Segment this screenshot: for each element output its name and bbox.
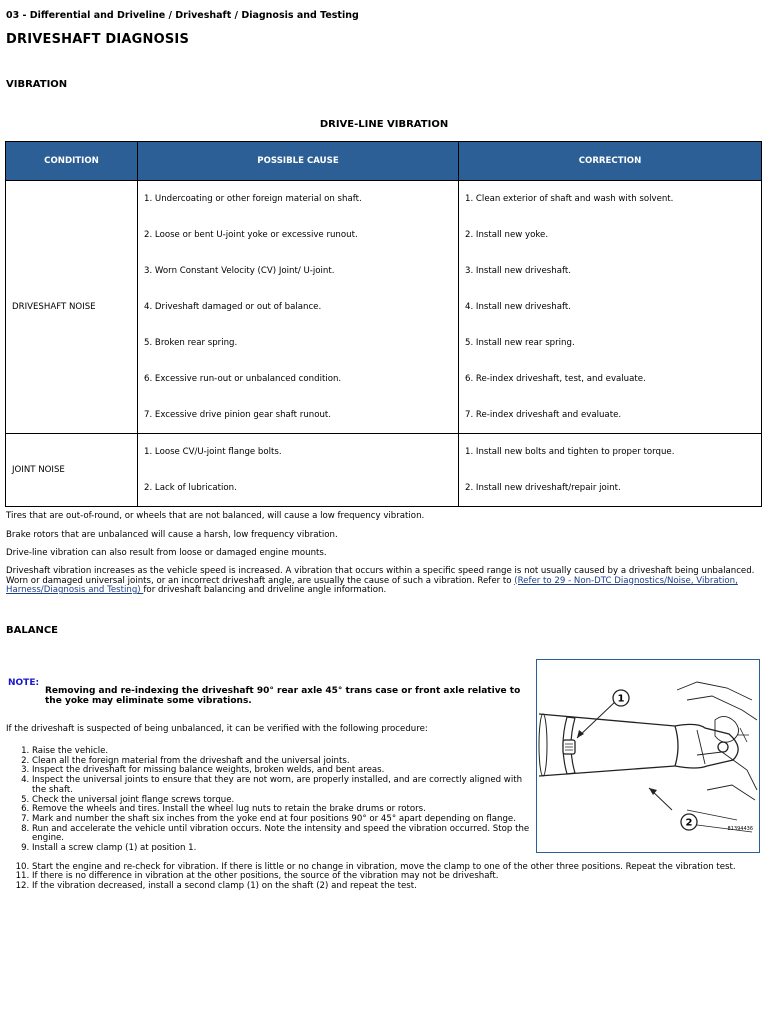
table-caption: DRIVE-LINE VIBRATION (319, 119, 449, 130)
table-row (6, 181, 762, 218)
header-condition: CONDITION (6, 142, 138, 181)
header-possible-cause: POSSIBLE CAUSE (138, 142, 459, 181)
correction-cell: 3. Install new driveshaft. (459, 253, 762, 289)
procedure-step: 3. Inspect the driveshaft for missing balance weights, broken welds, and bent areas. (32, 766, 537, 776)
procedure-step: 10. Start the engine and re-check for vibration. If there is little or no change in vibration, move the clamp to one of the other three positions. Repeat the vibration test. (32, 863, 766, 873)
paragraph-tires: Tires that are out-of-round, or wheels that are not balanced, will cause a low frequency vibration. (6, 511, 425, 521)
correction-cell: 1. Clean exterior of shaft and wash with solvent. (459, 181, 762, 218)
paragraph-text: Driveshaft vibration increases as the vehicle speed is increased. A vibration that occurs within a specific speed range is not usually caused by a driveshaft being unbalanced. Worn or damaged universal joints, or an incorrect driveshaft angle, are usually the cause of such a vibration. Refer to (6, 566, 755, 586)
note-text: Removing and re-indexing the driveshaft 90° rear axle 45° trans case or front axle relative to the yoke may eliminate some vibrations. (45, 686, 521, 706)
note-label: NOTE: (8, 678, 40, 688)
cause-cell: 6. Excessive run-out or unbalanced condition. (138, 361, 459, 397)
procedure-step: 2. Clean all the foreign material from the driveshaft and the universal joints. (32, 757, 537, 767)
procedure-step: 11. If there is no difference in vibration at the other positions, the source of the vibration may not be driveshaft. (32, 872, 766, 882)
paragraph-driveshaft-vibration (6, 567, 758, 596)
condition-cell: DRIVESHAFT NOISE (6, 181, 138, 434)
procedure-step: 12. If the vibration decreased, install a second clamp (1) on the shaft (2) and repeat the test. (32, 882, 766, 892)
procedure-step: 9. Install a screw clamp (1) at position 1. (32, 844, 537, 854)
refer-link-noise-vibration[interactable]: (Refer to 29 - Non-DTC Diagnostics/Noise, Vibration, Harness/Diagnosis and Testing) (6, 575, 738, 595)
breadcrumb: 03 - Differential and Driveline / Driveshaft / Diagnosis and Testing (6, 10, 359, 21)
cause-cell: 2. Lack of lubrication. (138, 470, 459, 507)
driveshaft-clamp-figure (536, 659, 760, 853)
cause-cell: 1. Undercoating or other foreign material on shaft. (138, 181, 459, 218)
callout-1-label: 1 (617, 693, 625, 705)
drive-line-vibration-table (5, 141, 762, 507)
table-row (6, 434, 762, 471)
section-heading-vibration: VIBRATION (6, 79, 68, 90)
page-title: DRIVESHAFT DIAGNOSIS (6, 32, 190, 47)
cause-cell: 2. Loose or bent U-joint yoke or excessive runout. (138, 217, 459, 253)
paragraph-engine-mounts: Drive-line vibration can also result from loose or damaged engine mounts. (6, 548, 327, 558)
correction-cell: 7. Re-index driveshaft and evaluate. (459, 397, 762, 434)
procedure-step: 6. Remove the wheels and tires. Install the wheel lug nuts to retain the brake drums or rotors. (32, 805, 537, 815)
condition-cell: JOINT NOISE (6, 434, 138, 507)
correction-cell: 2. Install new driveshaft/repair joint. (459, 470, 762, 507)
procedure-step: 5. Check the universal joint flange screws torque. (32, 796, 537, 806)
callout-2-label: 2 (685, 817, 693, 829)
correction-cell: 5. Install new rear spring. (459, 325, 762, 361)
procedure-step: 7. Mark and number the shaft six inches from the yoke end at four positions 90° or 45° apart depending on flange. (32, 815, 537, 825)
procedure-step: 4. Inspect the universal joints to ensure that they are not worn, are properly installed, and are correctly aligned with the shaft. (32, 776, 537, 795)
correction-cell: 6. Re-index driveshaft, test, and evaluate. (459, 361, 762, 397)
procedure-step: 8. Run and accelerate the vehicle until vibration occurs. Note the intensity and speed the vibration occurred. Stop the engine. (32, 825, 537, 844)
cause-cell: 5. Broken rear spring. (138, 325, 459, 361)
paragraph-brake-rotors: Brake rotors that are unbalanced will cause a harsh, low frequency vibration. (6, 530, 338, 540)
cause-cell: 4. Driveshaft damaged or out of balance. (138, 289, 459, 325)
correction-cell: 4. Install new driveshaft. (459, 289, 762, 325)
procedure-intro: If the driveshaft is suspected of being unbalanced, it can be verified with the following procedure: (6, 724, 428, 734)
paragraph-text: for driveshaft balancing and driveline angle information. (143, 585, 387, 595)
cause-cell: 7. Excessive drive pinion gear shaft runout. (138, 397, 459, 434)
correction-cell: 1. Install new bolts and tighten to proper torque. (459, 434, 762, 471)
cause-cell: 1. Loose CV/U-joint flange bolts. (138, 434, 459, 471)
table-header-row (6, 142, 762, 181)
correction-cell: 2. Install new yoke. (459, 217, 762, 253)
driveshaft-clamp-illustration (537, 660, 759, 852)
header-correction: CORRECTION (459, 142, 762, 181)
figure-code: 81394436 (727, 826, 753, 832)
cause-cell: 3. Worn Constant Velocity (CV) Joint/ U-joint. (138, 253, 459, 289)
procedure-step: 1. Raise the vehicle. (32, 747, 537, 757)
section-heading-balance: BALANCE (6, 625, 59, 636)
